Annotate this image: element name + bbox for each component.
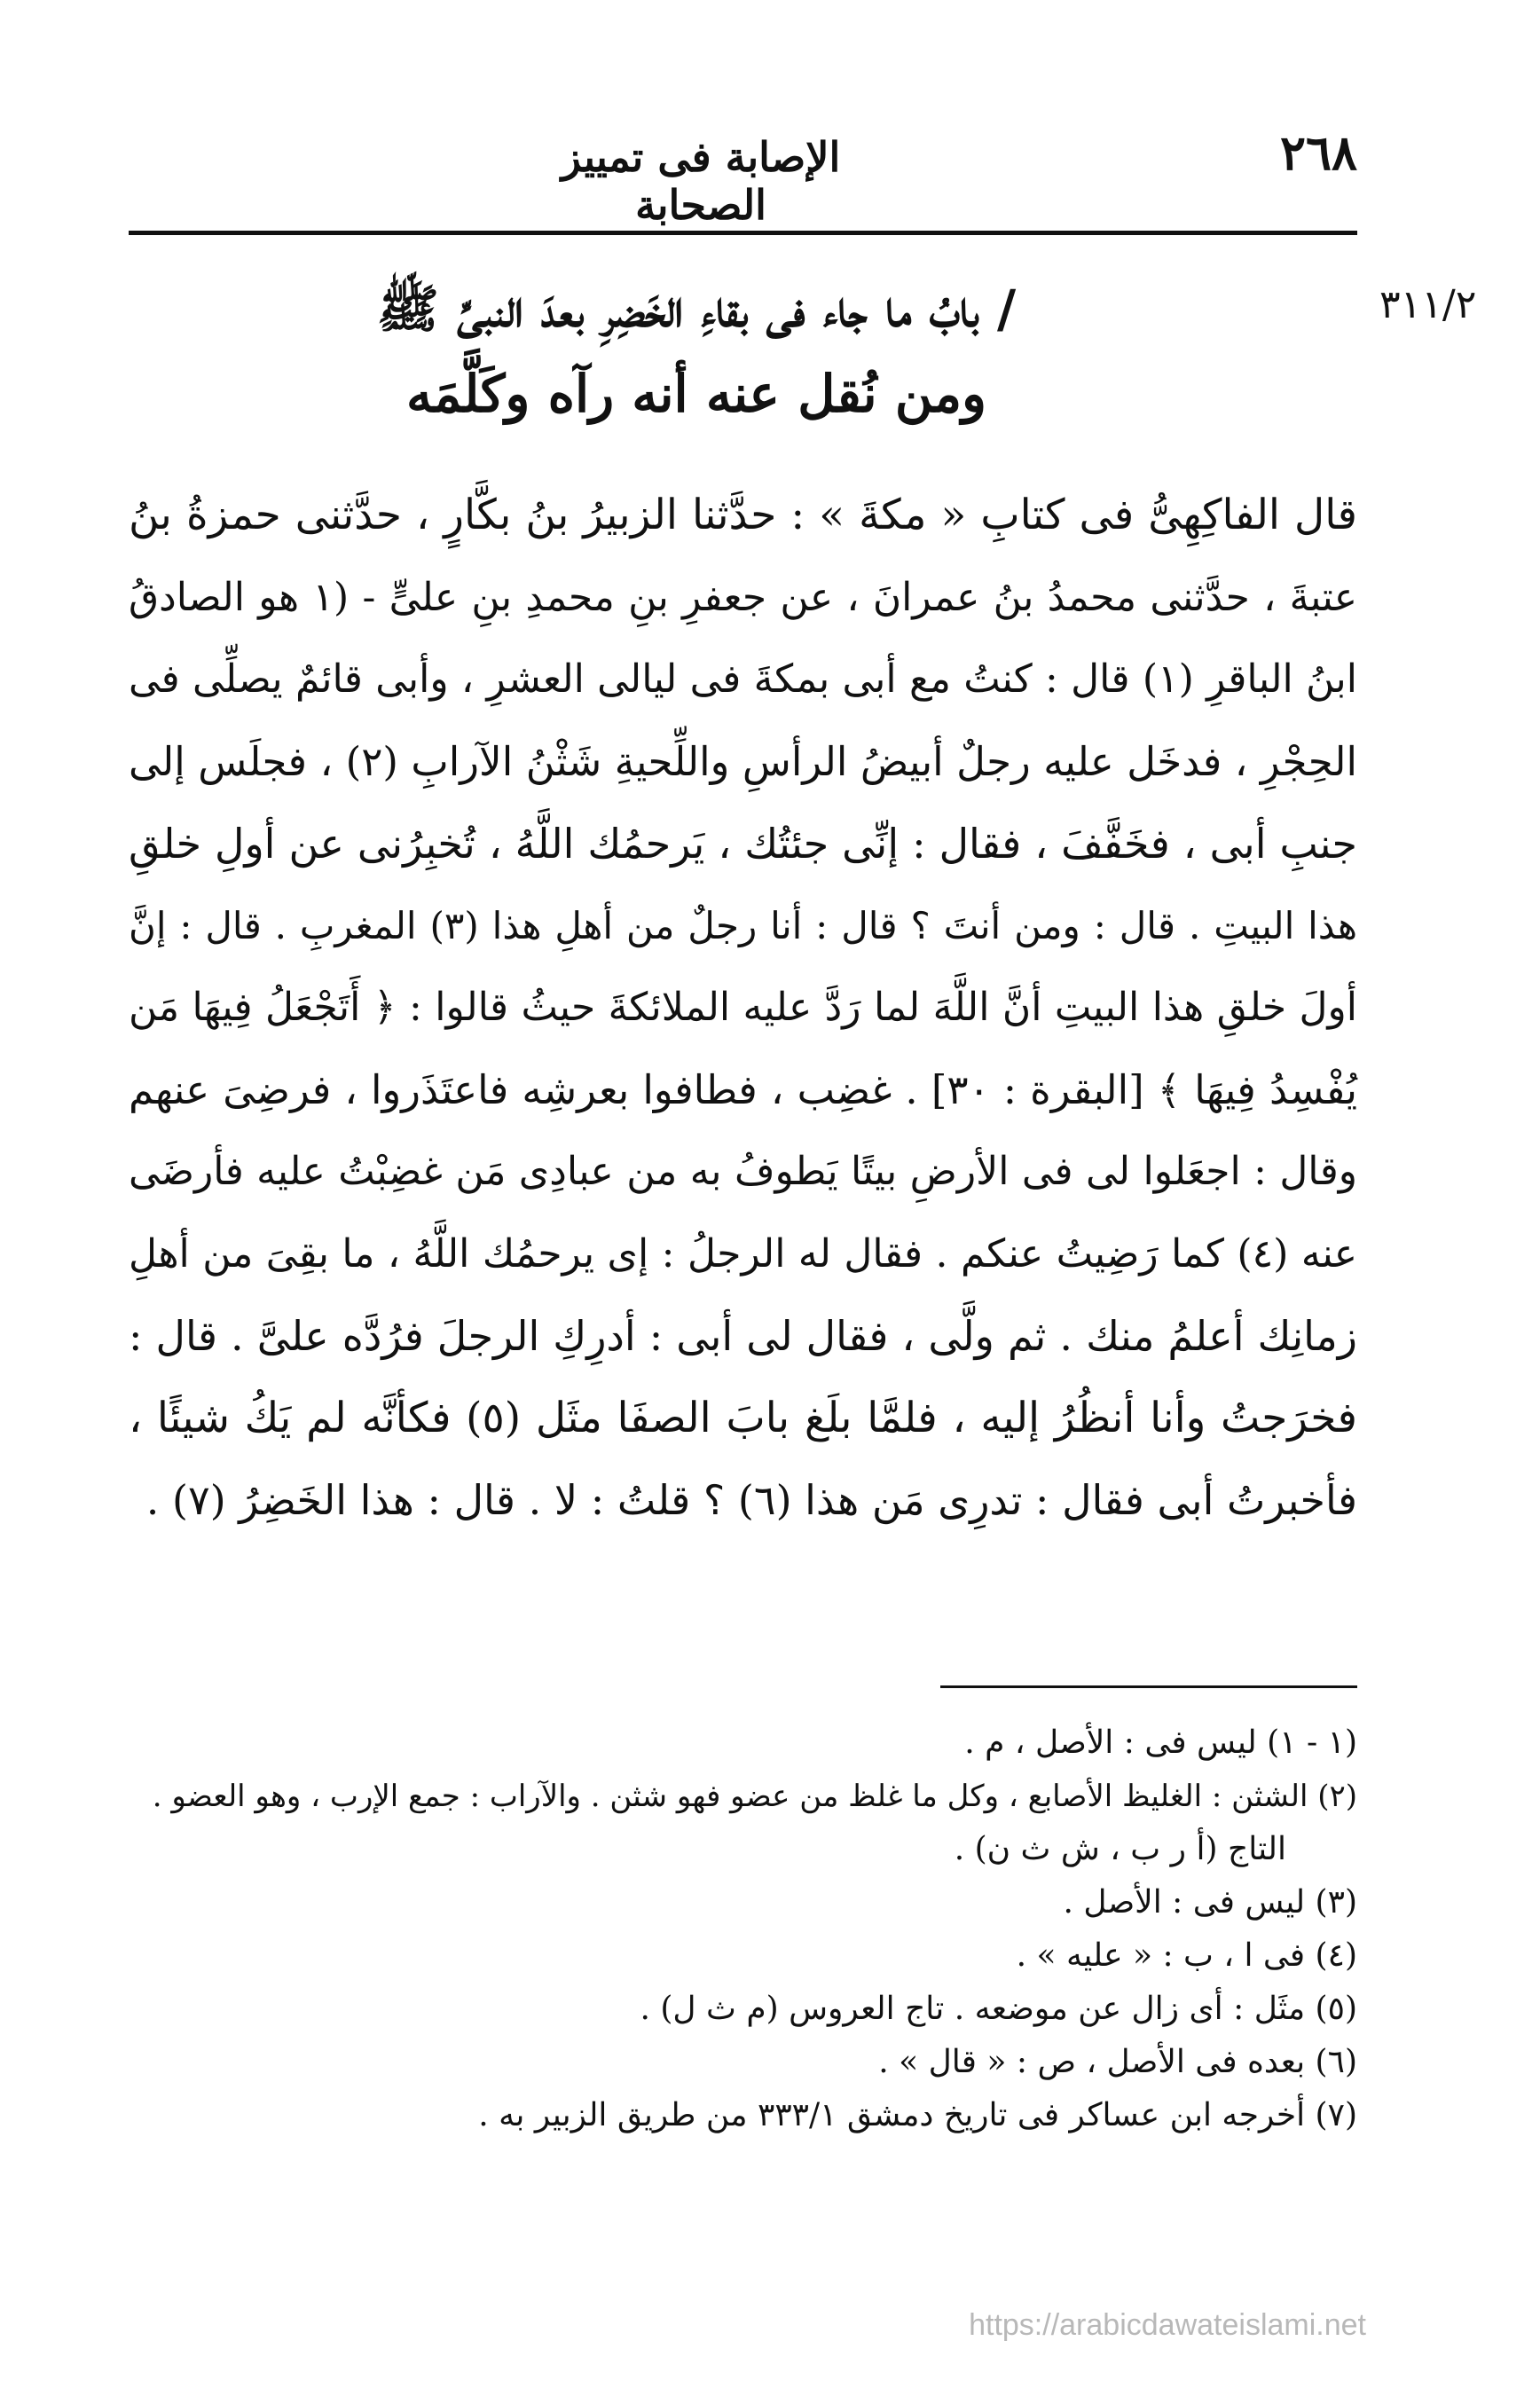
chapter-heading-line-2: ومن نُقل عنه أنه رآه وكَلَّمَه bbox=[405, 364, 987, 424]
header-divider bbox=[129, 231, 1357, 235]
body-line: زمانِك أعلمُ منك . ثم ولَّى ، فقال لى أبى : أدرِكِ الرجلَ فرُدَّه علىَّ . قال : bbox=[129, 1312, 1357, 1360]
body-line: فخرَجتُ وأنا أنظُرُ إليه ، فلمَّا بلَغ بابَ الصفَا مثَل (٥) فكأنَّه لم يَكُ شيئًا ، bbox=[129, 1393, 1357, 1442]
body-line: يُفْسِدُ فِيهَا ﴾ [البقرة : ٣٠] . غضِب ، فطافوا بعرشِه فاعتَذَروا ، فرضِىَ عنهم bbox=[129, 1065, 1357, 1113]
footnotes bbox=[129, 1717, 1357, 2142]
body-line: فأخبرتُ أبى فقال : تدرِى مَن هذا (٦) ؟ قلتُ : لا . قال : هذا الخَضِرُ (٧) . bbox=[145, 1476, 1357, 1524]
footnote-item: (٧) أخرجه ابن عساكر فى تاريخ دمشق ٣٣٣/١ من طريق الزبير به . bbox=[478, 2097, 1357, 2133]
body-line: أولَ خلقِ هذا البيتِ أنَّ اللَّهَ لما رَدَّ عليه الملائكةَ حيثُ قالوا : ﴿ أَتَجْعَلُ فِيهَا مَن bbox=[129, 985, 1357, 1030]
body-line: وقال : اجعَلوا لى فى الأرضِ بيتًا يَطوفُ به من عبادِى مَن غضِبْتُ عليه فأرضَى bbox=[129, 1149, 1357, 1194]
chapter-heading-line-1: / بابُ ما جاء فى بقاءِ الخَضِرِ بعدَ النبىِّ ﷺ bbox=[376, 279, 1017, 339]
footnote-divider bbox=[940, 1685, 1357, 1688]
body-line: ابنُ الباقرِ (١) قال : كنتُ مع أبى بمكةَ فى ليالى العشرِ ، وأبى قائمٌ يصلِّى فى bbox=[129, 656, 1358, 702]
body-text bbox=[129, 475, 1357, 1542]
source-watermark: https://arabicdawateislami.net bbox=[969, 2308, 1366, 2342]
page-number: ٢٦٨ bbox=[1279, 124, 1357, 181]
chapter-heading bbox=[204, 266, 1189, 436]
body-line: عتبةَ ، حدَّثنى محمدُ بنُ عمرانَ ، عن جعفرِ بنِ محمدِ بنِ علىٍّ - (١ هو الصادقُ bbox=[129, 574, 1357, 620]
footnote-item: (٣) ليس فى : الأصل . bbox=[1063, 1884, 1357, 1921]
body-line: قال الفاكِهِىُّ فى كتابِ « مكةَ » : حدَّثنا الزبيرُ بنُ بكَّارٍ ، حدَّثنى حمزةُ بنُ bbox=[129, 491, 1357, 539]
body-line: عنه (٤) كما رَضِيتُ عنكم . فقال له الرجلُ : إى يرحمُك اللَّهُ ، ما بقِىَ من أهلِ bbox=[129, 1230, 1357, 1277]
body-line: هذا البيتِ . قال : ومن أنتَ ؟ قال : أنا رجلٌ من أهلِ هذا (٣) المغربِ . قال : إنَّ bbox=[129, 903, 1357, 947]
footnote-continuation: التاج (أ ر ب ، ش ث ن) . bbox=[954, 1831, 1286, 1867]
margin-volume-page-reference: ٣١١/٢ bbox=[1379, 282, 1477, 327]
running-title: الإصابة فى تمييز الصحابة bbox=[561, 133, 841, 229]
footnote-item: (١ - ١) ليس فى : الأصل ، م . bbox=[964, 1724, 1357, 1761]
footnote-item: (٢) الشثن : الغليظ الأصابع ، وكل ما غلظ من عضو فهو شثن . والآراب : جمع الإرب ، وهو العضو . bbox=[152, 1779, 1357, 1814]
body-line: جنبِ أبى ، فخَفَّفَ ، فقال : إنِّى جئتُك ، يَرحمُك اللَّهُ ، تُخبِرُنى عن أولِ خلقِ bbox=[129, 820, 1357, 868]
body-line: الحِجْرِ ، فدخَل عليه رجلٌ أبيضُ الرأسِ واللِّحيةِ شَثْنُ الآرابِ (٢) ، فجلَس إلى bbox=[129, 737, 1357, 785]
footnote-item: (٦) بعده فى الأصل ، ص : « قال » . bbox=[878, 2044, 1357, 2080]
footnote-item: (٥) مثَل : أى زال عن موضعه . تاج العروس (م ث ل) . bbox=[640, 1991, 1357, 2027]
footnote-item: (٤) فى ا ، ب : « عليه » . bbox=[1016, 1937, 1357, 1974]
